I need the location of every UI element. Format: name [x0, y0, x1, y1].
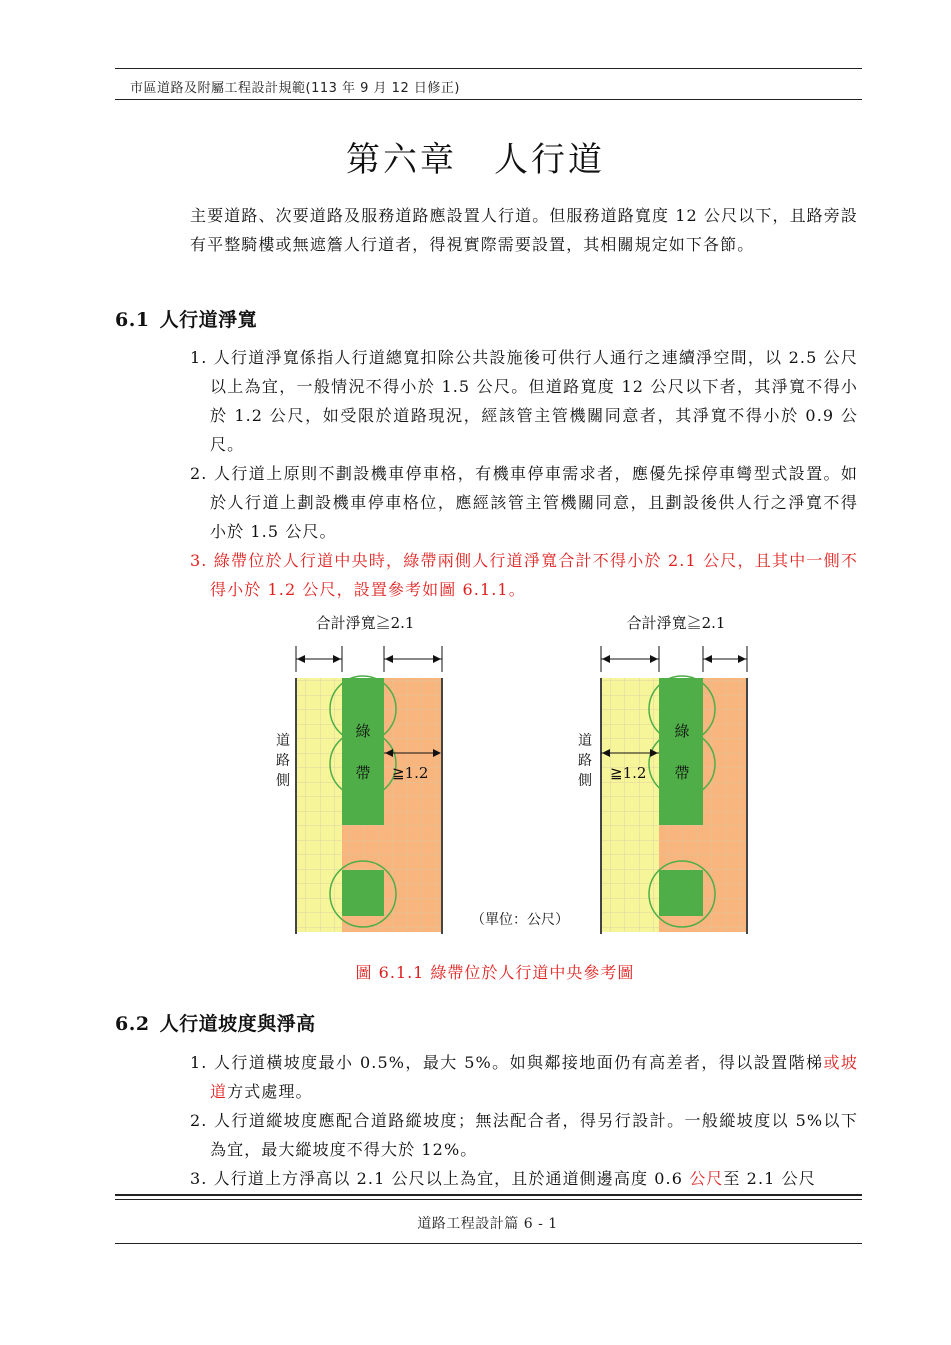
list-item: 2. 人行道上原則不劃設機車停車格，有機車停車需求者，應優先採停車彎型式設置。如於人行道上劃設機車停車格位，應經該管主管機關同意，且劃設後供人行之淨寬不得小於 1.5 公尺。 — [190, 464, 858, 541]
header-top-rule — [115, 68, 862, 69]
side-label-char: 道 — [276, 733, 290, 749]
section-6-1-list — [190, 343, 858, 604]
section-title: 人行道坡度與淨高 — [159, 1013, 316, 1035]
side-label-char: 道 — [578, 733, 592, 749]
section-number: 6.2 — [115, 1013, 150, 1035]
item-highlight: 公尺 — [689, 1169, 724, 1188]
total-width-label: 合計淨寬≧2.1 — [626, 614, 726, 632]
tree-pit — [342, 870, 384, 916]
footer-top-rule-thick — [115, 1194, 862, 1196]
section-number: 6.1 — [115, 309, 150, 331]
footer-page-label: 道路工程設計篇 6 - 1 — [417, 1216, 558, 1232]
figure-green-belt-diagram — [262, 608, 762, 938]
chapter-title: 第六章 人行道 — [346, 140, 605, 180]
section-title: 人行道淨寬 — [159, 309, 258, 331]
item-text: 方式處理。 — [227, 1082, 313, 1101]
list-item: 2. 人行道縱坡度應配合道路縱坡度；無法配合者，得另行設計。一般縱坡度以 5%以下為宜，最大縱坡度不得大於 12%。 — [190, 1111, 858, 1159]
green-belt — [342, 678, 384, 825]
belt-label-1: 綠 — [674, 722, 690, 740]
side-label-char: 側 — [578, 773, 592, 789]
side-label-char: 路 — [578, 753, 592, 769]
diagram-left — [276, 614, 442, 934]
footer-bottom-rule — [115, 1243, 862, 1244]
figure-caption: 圖 6.1.1 綠帶位於人行道中央參考圖 — [355, 963, 635, 982]
side-label-char: 路 — [276, 753, 290, 769]
list-item — [190, 1048, 858, 1106]
header-doc-title: 市區道路及附屬工程設計規範(113 年 9 月 12 日修正) — [130, 81, 460, 96]
item-text: 至 2.1 公尺 — [723, 1169, 816, 1188]
header-bottom-rule — [115, 99, 862, 100]
min-width-label: ≧1.2 — [392, 764, 429, 782]
tree-pit — [659, 870, 703, 916]
min-width-label: ≧1.2 — [610, 764, 647, 782]
item-text: 3. 人行道上方淨高以 2.1 公尺以上為宜，且於通道側邊高度 0.6 — [190, 1169, 690, 1188]
side-label-char: 側 — [276, 773, 290, 789]
list-item: 1. 人行道淨寬係指人行道總寬扣除公共設施後可供行人通行之連續淨空間，以 2.5 公尺以上為宜，一般情況不得小於 1.5 公尺。但道路寬度 12 公尺以下者，其淨寬不得小於 1.2 公尺，如受限於道路現況，經該管主管機關同意者，其淨寬不得小於 0.9 公尺。 — [190, 348, 858, 454]
item-highlight: 或坡道 — [210, 1053, 859, 1101]
belt-label-2: 帶 — [355, 764, 371, 782]
belt-label-1: 綠 — [355, 722, 371, 740]
footer-top-rule-thin — [115, 1199, 862, 1200]
section-6-2-list — [190, 1048, 858, 1193]
section-6-2-heading — [115, 1009, 316, 1036]
chapter-intro: 主要道路、次要道路及服務道路應設置人行道。但服務道路寬度 12 公尺以下，且路旁設有平整騎樓或無遮簷人行道者，得視實際需要設置，其相關規定如下各節。 — [190, 206, 858, 254]
belt-label-2: 帶 — [674, 764, 690, 782]
section-6-1-heading — [115, 305, 257, 332]
list-item-highlighted: 3. 綠帶位於人行道中央時，綠帶兩側人行道淨寬合計不得小於 2.1 公尺，且其中一側不得小於 1.2 公尺，設置參考如圖 6.1.1。 — [190, 551, 858, 599]
total-width-label: 合計淨寬≧2.1 — [315, 614, 415, 632]
green-belt — [659, 678, 703, 825]
unit-label: （單位：公尺） — [471, 912, 569, 928]
diagram-right — [578, 614, 747, 934]
list-item — [190, 1164, 858, 1193]
item-text: 1. 人行道橫坡度最小 0.5%，最大 5%。如與鄰接地面仍有高差者，得以設置階梯 — [190, 1053, 824, 1072]
